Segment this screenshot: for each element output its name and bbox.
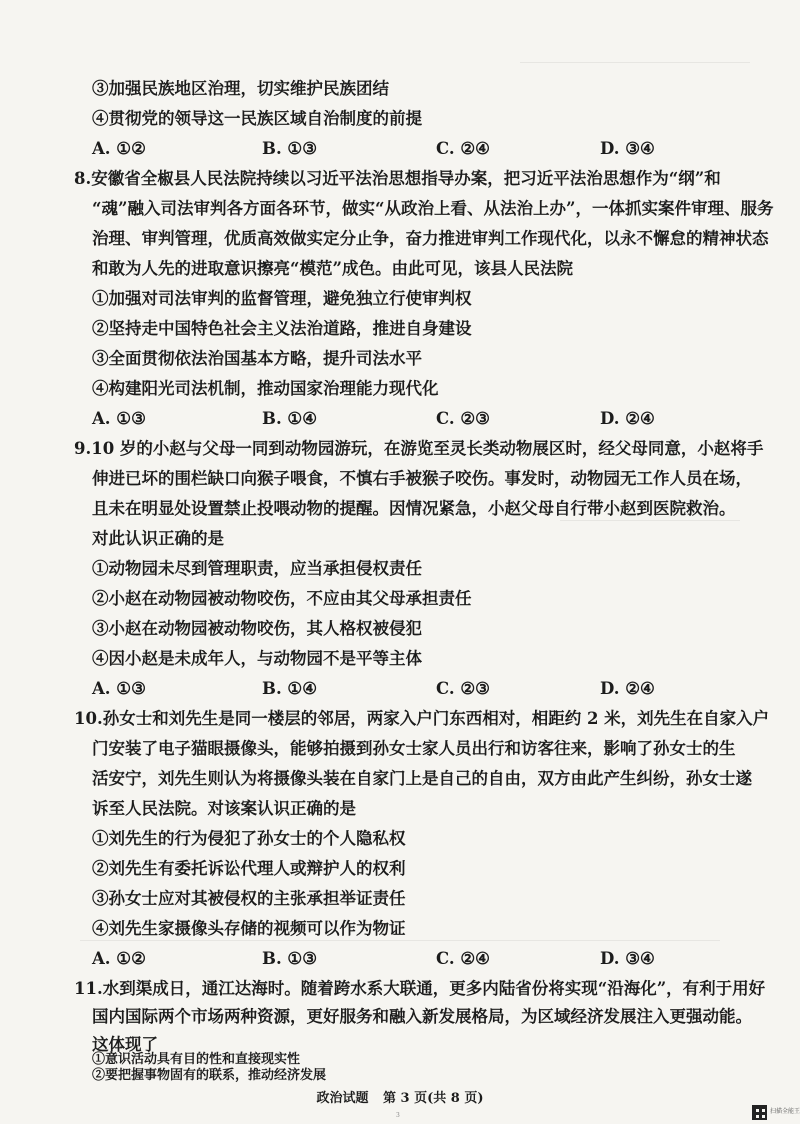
q10-stem-line: 诉至人民法院。对该案认识正确的是 — [92, 799, 356, 818]
q10-option-b: B. ①③ — [262, 949, 318, 968]
q10-stem-line: 门安装了电子猫眼摄像头，能够拍摄到孙女士家人员出行和访客往来，影响了孙女士的生 — [92, 739, 736, 758]
q9-item-3: ③小赵在动物园被动物咬伤，其人格权被侵犯 — [92, 619, 422, 638]
page-number-small: 3 — [396, 1112, 400, 1119]
q9-item-2: ②小赵在动物园被动物咬伤，不应由其父母承担责任 — [92, 589, 472, 608]
q10-item-1: ①刘先生的行为侵犯了孙女士的个人隐私权 — [92, 829, 406, 848]
bleed-through-line — [80, 940, 720, 941]
scanner-watermark: 扫描全能王 — [770, 1108, 800, 1115]
q8-stem-line: 治理、审判管理，优质高效做实定分止争，奋力推进审判工作现代化，以永不懈怠的精神状态 — [92, 229, 769, 248]
bleed-through-line — [520, 62, 750, 63]
q8-item-1: ①加强对司法审判的监督管理，避免独立行使审判权 — [92, 289, 472, 308]
q11-stem-line: 11.水到渠成日，通江达海时。随着跨水系大联通，更多内陆省份将实现“沿海化”，有利于用好 — [74, 979, 766, 998]
q8-option-a: A. ①③ — [92, 409, 146, 428]
q7-item-4: ④贯彻党的领导这一民族区域自治制度的前提 — [92, 109, 422, 128]
q9-stem-line: 且未在明显处设置禁止投喂动物的提醒。因情况紧急，小赵父母自行带小赵到医院救治。 — [92, 499, 736, 518]
q8-stem-line: 和敢为人先的进取意识擦亮“模范”成色。由此可见，该县人民法院 — [92, 259, 573, 278]
q11-item-1: ①意识活动具有目的性和直接现实性 — [92, 1052, 301, 1067]
page-footer — [0, 1090, 800, 1108]
q10-stem-line: 10.孙女士和刘先生是同一楼层的邻居，两家入户门东西相对，相距约 2 米，刘先生在自家入户 — [74, 709, 770, 728]
q9-option-b: B. ①④ — [262, 679, 318, 698]
q7-option-d: D. ③④ — [600, 139, 655, 158]
q9-stem-line: 对此认识正确的是 — [92, 529, 224, 548]
q10-item-3: ③孙女士应对其被侵权的主张承担举证责任 — [92, 889, 406, 908]
q11-item-2: ②要把握事物固有的联系，推动经济发展 — [92, 1068, 327, 1083]
footer-subject: 政治试题 — [316, 1091, 369, 1106]
q10-option-a: A. ①② — [92, 949, 146, 968]
q9-item-4: ④因小赵是未成年人，与动物园不是平等主体 — [92, 649, 422, 668]
q7-option-b: B. ①③ — [262, 139, 318, 158]
q9-item-1: ①动物园未尽到管理职责，应当承担侵权责任 — [92, 559, 422, 578]
q10-option-c: C. ②④ — [436, 949, 490, 968]
q9-stem-line: 9.10 岁的小赵与父母一同到动物园游玩，在游览至灵长类动物展区时，经父母同意，小赵将手 — [74, 439, 764, 458]
bleed-through-line — [560, 520, 740, 521]
q8-stem-line: 8.安徽省全椒县人民法院持续以习近平法治思想指导办案，把习近平法治思想作为“纲”和 — [74, 169, 721, 188]
q10-option-d: D. ③④ — [600, 949, 655, 968]
q9-stem-line: 伸进已坏的围栏缺口向猴子喂食，不慎右手被猴子咬伤。事发时，动物园无工作人员在场， — [92, 469, 752, 488]
q8-option-d: D. ②④ — [600, 409, 655, 428]
q8-option-c: C. ②③ — [436, 409, 490, 428]
q7-option-c: C. ②④ — [436, 139, 490, 158]
q10-item-4: ④刘先生家摄像头存储的视频可以作为物证 — [92, 919, 406, 938]
q8-option-b: B. ①④ — [262, 409, 318, 428]
q7-option-a: A. ①② — [92, 139, 146, 158]
q9-option-a: A. ①③ — [92, 679, 146, 698]
q10-stem-line: 活安宁，刘先生则认为将摄像头装在自家门上是自己的自由，双方由此产生纠纷，孙女士遂 — [92, 769, 752, 788]
qr-code-icon — [752, 1105, 767, 1120]
q8-stem-line: “魂”融入司法审判各方面各环节，做实“从政治上看、从法治上办”，一体抓实案件审理、服务 — [92, 199, 774, 218]
q8-item-4: ④构建阳光司法机制，推动国家治理能力现代化 — [92, 379, 439, 398]
q11-stem-line: 这体现了 — [92, 1035, 158, 1054]
q9-option-d: D. ②④ — [600, 679, 655, 698]
q10-item-2: ②刘先生有委托诉讼代理人或辩护人的权利 — [92, 859, 406, 878]
footer-page-label: 第 3 页(共 8 页) — [383, 1091, 484, 1106]
q11-stem-line: 国内国际两个市场两种资源，更好服务和融入新发展格局，为区域经济发展注入更强动能。 — [92, 1007, 752, 1026]
q8-item-3: ③全面贯彻依法治国基本方略，提升司法水平 — [92, 349, 422, 368]
q8-item-2: ②坚持走中国特色社会主义法治道路，推进自身建设 — [92, 319, 472, 338]
q9-option-c: C. ②③ — [436, 679, 490, 698]
q7-item-3: ③加强民族地区治理，切实维护民族团结 — [92, 79, 389, 98]
